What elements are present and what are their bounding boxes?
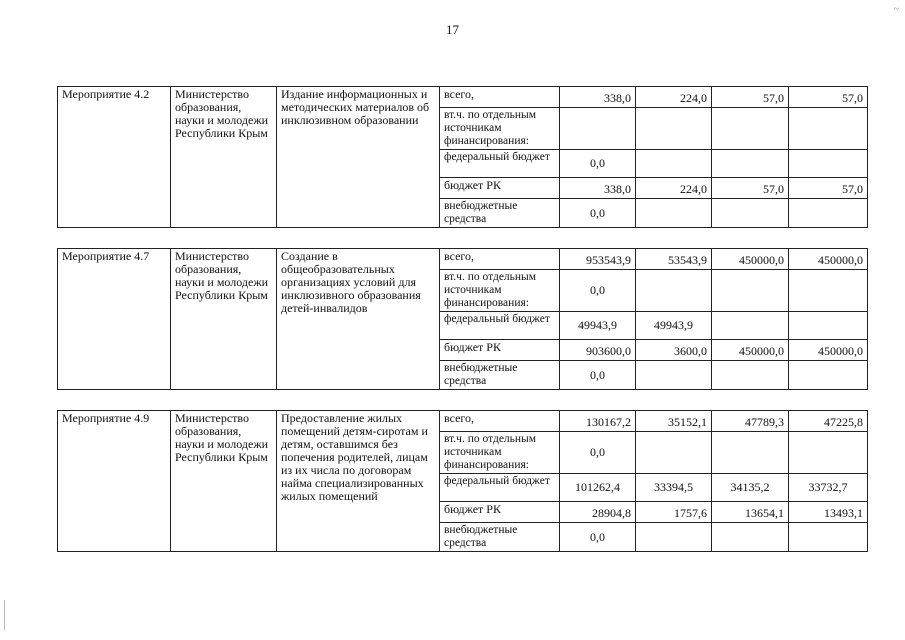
- row-label-offbudget: внебюджетные средства: [440, 361, 560, 390]
- measure-table-4-7: [57, 248, 868, 390]
- cell-total-y3: 450000,0: [789, 249, 868, 270]
- cell-incl-y1: [636, 270, 712, 312]
- cell-rk-sum: 28904,8: [560, 502, 636, 523]
- row-label-incl: вт.ч. по отдельным источникам финансирования:: [440, 108, 560, 150]
- row-label-total: всего,: [440, 87, 560, 108]
- corner-mark: ~: [893, 4, 899, 15]
- cell-offbudget-y2: [712, 523, 789, 552]
- cell-offbudget-y2: [712, 199, 789, 228]
- cell-total-y1: 35152,1: [636, 411, 712, 432]
- measure-executor: Министерство образования, науки и молодежи Республики Крым: [171, 87, 277, 228]
- measure-id: Мероприятие 4.7: [58, 249, 171, 390]
- cell-federal-y2: [712, 150, 789, 178]
- cell-rk-y1: 1757,6: [636, 502, 712, 523]
- cell-incl-y2: [712, 270, 789, 312]
- cell-offbudget-sum: 0,0: [560, 199, 636, 228]
- cell-total-y1: 224,0: [636, 87, 712, 108]
- cell-offbudget-sum: 0,0: [560, 523, 636, 552]
- measure-table-4-9: [57, 410, 868, 552]
- cell-federal-y2: 34135,2: [712, 474, 789, 502]
- cell-federal-sum: 101262,4: [560, 474, 636, 502]
- cell-federal-y3: 33732,7: [789, 474, 868, 502]
- cell-offbudget-y3: [789, 199, 868, 228]
- row-label-total: всего,: [440, 249, 560, 270]
- cell-incl-sum: [560, 108, 636, 150]
- cell-incl-y3: [789, 270, 868, 312]
- cell-rk-y2: 450000,0: [712, 340, 789, 361]
- cell-federal-y1: 33394,5: [636, 474, 712, 502]
- measure-executor: Министерство образования, науки и молодежи Республики Крым: [171, 249, 277, 390]
- cell-incl-y1: [636, 432, 712, 474]
- row-label-federal: федеральный бюджет: [440, 474, 560, 502]
- cell-offbudget-y1: [636, 199, 712, 228]
- cell-incl-y3: [789, 108, 868, 150]
- cell-rk-y2: 57,0: [712, 178, 789, 199]
- cell-total-sum: 953543,9: [560, 249, 636, 270]
- cell-rk-y3: 450000,0: [789, 340, 868, 361]
- measure-executor: Министерство образования, науки и молодежи Республики Крым: [171, 411, 277, 552]
- cell-total-y2: 450000,0: [712, 249, 789, 270]
- row-label-total: всего,: [440, 411, 560, 432]
- row-label-rk: бюджет РК: [440, 502, 560, 523]
- cell-federal-y1: 49943,9: [636, 312, 712, 340]
- row-label-offbudget: внебюджетные средства: [440, 199, 560, 228]
- cell-rk-y2: 13654,1: [712, 502, 789, 523]
- cell-total-y1: 53543,9: [636, 249, 712, 270]
- cell-offbudget-sum: 0,0: [560, 361, 636, 390]
- cell-federal-y3: [789, 312, 868, 340]
- cell-rk-sum: 338,0: [560, 178, 636, 199]
- cell-total-sum: 338,0: [560, 87, 636, 108]
- cell-incl-sum: 0,0: [560, 432, 636, 474]
- cell-federal-y2: [712, 312, 789, 340]
- cell-incl-y1: [636, 108, 712, 150]
- cell-incl-y2: [712, 108, 789, 150]
- page-number: 17: [446, 22, 459, 37]
- measure-id: Мероприятие 4.2: [58, 87, 171, 228]
- cell-offbudget-y3: [789, 361, 868, 390]
- cell-federal-sum: 49943,9: [560, 312, 636, 340]
- cell-rk-y1: 224,0: [636, 178, 712, 199]
- cell-total-sum: 130167,2: [560, 411, 636, 432]
- cell-offbudget-y1: [636, 361, 712, 390]
- cell-rk-y3: 57,0: [789, 178, 868, 199]
- row-label-incl: вт.ч. по отдельным источникам финансирования:: [440, 270, 560, 312]
- cell-federal-y3: [789, 150, 868, 178]
- row-label-federal: федеральный бюджет: [440, 312, 560, 340]
- cell-total-y2: 47789,3: [712, 411, 789, 432]
- cell-incl-sum: 0,0: [560, 270, 636, 312]
- cell-offbudget-y3: [789, 523, 868, 552]
- cell-rk-y1: 3600,0: [636, 340, 712, 361]
- row-label-offbudget: внебюджетные средства: [440, 523, 560, 552]
- measure-name: Предоставление жилых помещений детям-сиротам и детям, оставшимся без попечения родителей, лицам из их числа по договорам найма специализированных жилых помещений: [277, 411, 440, 552]
- cell-rk-sum: 903600,0: [560, 340, 636, 361]
- row-label-rk: бюджет РК: [440, 178, 560, 199]
- cell-total-y3: 47225,8: [789, 411, 868, 432]
- row-label-federal: федеральный бюджет: [440, 150, 560, 178]
- cell-incl-y3: [789, 432, 868, 474]
- row-label-rk: бюджет РК: [440, 340, 560, 361]
- measure-name: Издание информационных и методических материалов об инклюзивном образовании: [277, 87, 440, 228]
- row-label-incl: вт.ч. по отдельным источникам финансирования:: [440, 432, 560, 474]
- cell-federal-y1: [636, 150, 712, 178]
- cell-offbudget-y1: [636, 523, 712, 552]
- cell-offbudget-y2: [712, 361, 789, 390]
- cell-total-y3: 57,0: [789, 87, 868, 108]
- margin-mark: [4, 600, 5, 630]
- measure-id: Мероприятие 4.9: [58, 411, 171, 552]
- cell-incl-y2: [712, 432, 789, 474]
- cell-federal-sum: 0,0: [560, 150, 636, 178]
- measure-name: Создание в общеобразовательных организациях условий для инклюзивного образования детей-инвалидов: [277, 249, 440, 390]
- cell-total-y2: 57,0: [712, 87, 789, 108]
- cell-rk-y3: 13493,1: [789, 502, 868, 523]
- measure-table-4-2: [57, 86, 868, 228]
